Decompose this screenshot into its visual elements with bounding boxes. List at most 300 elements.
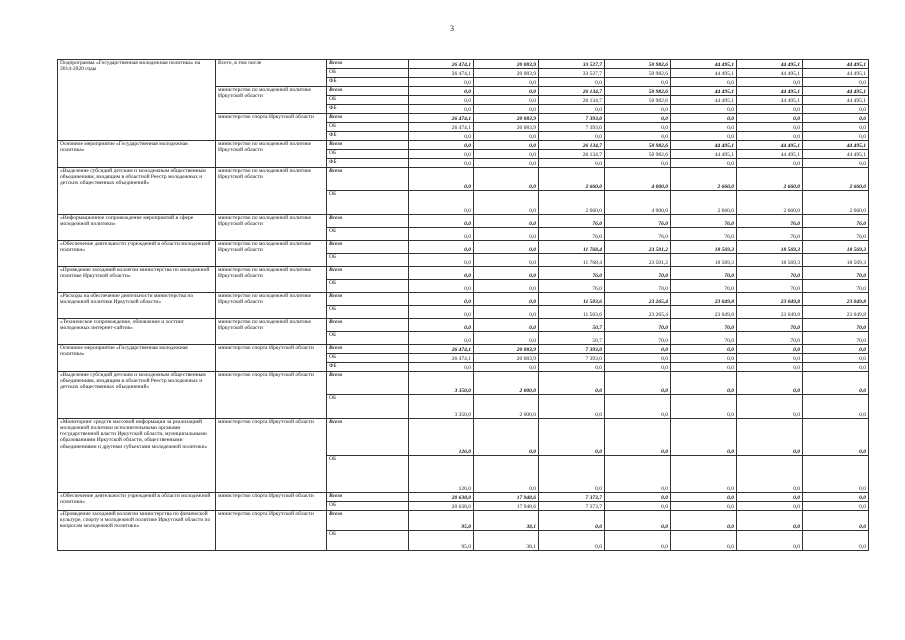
amount-cell: 7 373,7	[539, 502, 605, 511]
activity-name-cell: «Расходы на обеспечение деятельности министерства по молодежной политике Иркутской области»	[58, 293, 216, 319]
page-number: 3	[450, 24, 454, 33]
amount-cell: 50 982,6	[605, 69, 671, 78]
amount-cell: 38,1	[474, 531, 539, 551]
amount-cell: 0,0	[474, 87, 539, 96]
amount-cell: 0,0	[671, 78, 737, 87]
amount-cell: 0,0	[474, 215, 539, 228]
amount-cell: 0,0	[605, 395, 671, 419]
amount-cell: 7 393,0	[539, 114, 605, 123]
amount-cell: 70,0	[671, 267, 737, 280]
responsible-cell: министерство спорта Иркутской области	[216, 345, 327, 372]
amount-cell: 0,0	[474, 168, 539, 191]
amount-cell: 44 495,1	[671, 87, 737, 96]
amount-cell: 23 501,2	[605, 254, 671, 267]
amount-cell: 26 474,1	[409, 354, 474, 363]
amount-cell: 70,0	[737, 280, 803, 293]
funding-source-cell: ОБ	[327, 150, 409, 159]
budget-table	[57, 59, 869, 551]
amount-cell: 50,7	[539, 332, 605, 345]
amount-cell: 44 495,1	[671, 69, 737, 78]
amount-cell: 20 083,9	[474, 354, 539, 363]
amount-cell: 76,0	[605, 228, 671, 241]
amount-cell: 44 495,1	[803, 141, 869, 150]
amount-cell: 20 083,9	[474, 114, 539, 123]
amount-cell: 0,0	[671, 502, 737, 511]
amount-cell: 0,0	[474, 105, 539, 114]
amount-cell: 0,0	[409, 228, 474, 241]
amount-cell: 7 393,0	[539, 345, 605, 354]
amount-cell: 95,0	[409, 511, 474, 531]
table-row	[58, 215, 869, 228]
amount-cell: 23 265,4	[605, 293, 671, 306]
amount-cell: 0,0	[539, 363, 605, 372]
responsible-cell: министерство спорта Иркутской области	[216, 511, 327, 551]
activity-name-cell: Подпрограмма «Государственная молодежная политика» на 2014-2020 годы	[58, 60, 216, 141]
amount-cell: 23 049,8	[803, 293, 869, 306]
amount-cell: 0,0	[803, 363, 869, 372]
amount-cell: 0,0	[803, 456, 869, 493]
amount-cell: 18 569,3	[671, 254, 737, 267]
amount-cell: 26 134,7	[539, 150, 605, 159]
amount-cell: 26 474,1	[409, 123, 474, 132]
amount-cell: 0,0	[539, 159, 605, 168]
table-row	[58, 168, 869, 191]
funding-source-cell: ОБ	[327, 456, 409, 493]
responsible-cell: министерство по молодежной политике Иркутской области	[216, 87, 327, 114]
funding-source-cell: Всего	[327, 215, 409, 228]
amount-cell: 26 474,1	[409, 60, 474, 69]
amount-cell: 0,0	[671, 105, 737, 114]
amount-cell: 23 265,4	[605, 306, 671, 319]
amount-cell: 0,0	[539, 132, 605, 141]
amount-cell: 2 660,0	[737, 191, 803, 215]
amount-cell: 4 000,0	[605, 168, 671, 191]
amount-cell: 0,0	[539, 419, 605, 456]
amount-cell: 0,0	[671, 531, 737, 551]
amount-cell: 26 134,7	[539, 96, 605, 105]
amount-cell: 0,0	[737, 502, 803, 511]
funding-source-cell: ОБ	[327, 395, 409, 419]
funding-source-cell: ОБ	[327, 306, 409, 319]
amount-cell: 2 660,0	[539, 191, 605, 215]
activity-name-cell: «Проведение заседаний коллегии министерства по молодежной политике Иркутской области»	[58, 267, 216, 293]
amount-cell: 0,0	[803, 354, 869, 363]
amount-cell: 7 393,0	[539, 123, 605, 132]
amount-cell: 0,0	[671, 372, 737, 395]
activity-name-cell: «Обеспечение деятельности учреждений в области молодежной политики»	[58, 241, 216, 267]
activity-name-cell: «Проведение заседаний коллегии министерства по физической культуре, спорту и молодежной политике Иркутской области по вопросам молодежной политики»	[58, 511, 216, 551]
amount-cell: 0,0	[737, 345, 803, 354]
amount-cell: 0,0	[409, 141, 474, 150]
amount-cell: 23 049,8	[671, 293, 737, 306]
amount-cell: 0,0	[605, 354, 671, 363]
amount-cell: 0,0	[409, 159, 474, 168]
funding-source-cell: ОБ	[327, 254, 409, 267]
amount-cell: 2 000,0	[474, 372, 539, 395]
responsible-cell: министерство по молодежной политике Иркутской области	[216, 141, 327, 168]
amount-cell: 0,0	[539, 105, 605, 114]
amount-cell: 50 982,6	[605, 141, 671, 150]
amount-cell: 0,0	[474, 306, 539, 319]
amount-cell: 70,0	[737, 319, 803, 332]
activity-name-cell: «Обеспечение деятельности учреждений в области молодежной политики»	[58, 493, 216, 511]
funding-source-cell: ОБ	[327, 123, 409, 132]
amount-cell: 44 495,1	[737, 60, 803, 69]
amount-cell: 70,0	[605, 280, 671, 293]
funding-source-cell: ФБ	[327, 363, 409, 372]
amount-cell: 0,0	[671, 493, 737, 502]
amount-cell: 20 083,9	[474, 60, 539, 69]
amount-cell: 0,0	[409, 105, 474, 114]
amount-cell: 70,0	[803, 332, 869, 345]
table-row	[58, 419, 869, 456]
amount-cell: 0,0	[474, 254, 539, 267]
amount-cell: 70,0	[605, 319, 671, 332]
table-row	[58, 141, 869, 150]
amount-cell: 0,0	[605, 456, 671, 493]
responsible-cell: министерство по молодежной политике Иркутской области	[216, 293, 327, 319]
amount-cell: 0,0	[803, 511, 869, 531]
amount-cell: 0,0	[671, 363, 737, 372]
amount-cell: 0,0	[474, 363, 539, 372]
amount-cell: 2 660,0	[671, 168, 737, 191]
amount-cell: 70,0	[671, 280, 737, 293]
amount-cell: 0,0	[737, 531, 803, 551]
amount-cell: 0,0	[474, 280, 539, 293]
amount-cell: 44 495,1	[803, 60, 869, 69]
funding-source-cell: Всего	[327, 267, 409, 280]
responsible-cell: министерство по молодежной политике Иркутской области	[216, 267, 327, 293]
amount-cell: 26 474,1	[409, 69, 474, 78]
amount-cell: 26 474,1	[409, 345, 474, 354]
responsible-cell: министерство по молодежной политике Иркутской области	[216, 319, 327, 345]
amount-cell: 0,0	[605, 132, 671, 141]
funding-source-cell: ОБ	[327, 332, 409, 345]
amount-cell: 20 083,9	[474, 69, 539, 78]
amount-cell: 0,0	[474, 159, 539, 168]
amount-cell: 0,0	[737, 419, 803, 456]
amount-cell: 0,0	[737, 78, 803, 87]
amount-cell: 0,0	[409, 280, 474, 293]
amount-cell: 11 503,6	[539, 306, 605, 319]
table-row	[58, 345, 869, 354]
funding-source-cell: ОБ	[327, 354, 409, 363]
amount-cell: 76,0	[539, 280, 605, 293]
amount-cell: 0,0	[737, 159, 803, 168]
amount-cell: 44 495,1	[803, 96, 869, 105]
funding-source-cell: Всего	[327, 87, 409, 96]
amount-cell: 18 569,3	[803, 254, 869, 267]
amount-cell: 126,0	[409, 419, 474, 456]
amount-cell: 0,0	[737, 456, 803, 493]
amount-cell: 70,0	[737, 332, 803, 345]
amount-cell: 0,0	[539, 78, 605, 87]
amount-cell: 70,0	[803, 267, 869, 280]
amount-cell: 0,0	[474, 150, 539, 159]
amount-cell: 0,0	[671, 345, 737, 354]
activity-name-cell: «Информационное сопровождение мероприятий в сфере молодежной политики»	[58, 215, 216, 241]
responsible-cell: министерство спорта Иркутской области	[216, 114, 327, 141]
amount-cell: 0,0	[803, 493, 869, 502]
amount-cell: 44 495,1	[671, 96, 737, 105]
table-row	[58, 293, 869, 306]
amount-cell: 0,0	[474, 132, 539, 141]
responsible-cell: Всего, в том числе	[216, 60, 327, 87]
amount-cell: 76,0	[737, 228, 803, 241]
amount-cell: 0,0	[605, 419, 671, 456]
funding-source-cell: Всего	[327, 241, 409, 254]
amount-cell: 0,0	[671, 456, 737, 493]
amount-cell: 50 982,6	[605, 87, 671, 96]
amount-cell: 76,0	[539, 267, 605, 280]
amount-cell: 0,0	[409, 87, 474, 96]
amount-cell: 0,0	[474, 293, 539, 306]
amount-cell: 70,0	[605, 332, 671, 345]
amount-cell: 0,0	[474, 267, 539, 280]
amount-cell: 0,0	[605, 345, 671, 354]
activity-name-cell: «Выделение субсидий детским и молодежным общественным объединениям, входящим в областной Реестр молодежных и детских общественных объединений»	[58, 168, 216, 215]
amount-cell: 0,0	[671, 419, 737, 456]
amount-cell: 76,0	[539, 215, 605, 228]
amount-cell: 0,0	[605, 511, 671, 531]
amount-cell: 44 495,1	[671, 141, 737, 150]
amount-cell: 7 373,7	[539, 493, 605, 502]
funding-source-cell: ОБ	[327, 502, 409, 511]
amount-cell: 2 660,0	[737, 168, 803, 191]
amount-cell: 76,0	[671, 215, 737, 228]
amount-cell: 0,0	[409, 132, 474, 141]
amount-cell: 44 495,1	[803, 87, 869, 96]
amount-cell: 0,0	[605, 531, 671, 551]
amount-cell: 0,0	[803, 345, 869, 354]
funding-source-cell: Всего	[327, 168, 409, 191]
table-row	[58, 267, 869, 280]
activity-name-cell: «Выделение субсидий детским и молодежным общественным объединениям, входящим в областной Реестр молодежных и детских общественных объединений»	[58, 372, 216, 419]
amount-cell: 44 495,1	[737, 87, 803, 96]
amount-cell: 0,0	[474, 78, 539, 87]
amount-cell: 44 495,1	[671, 60, 737, 69]
amount-cell: 70,0	[803, 319, 869, 332]
amount-cell: 0,0	[474, 191, 539, 215]
responsible-cell: министерство спорта Иркутской области	[216, 372, 327, 419]
responsible-cell: министерство по молодежной политике Иркутской области	[216, 241, 327, 267]
amount-cell: 23 049,8	[737, 306, 803, 319]
amount-cell: 0,0	[803, 372, 869, 395]
amount-cell: 76,0	[803, 215, 869, 228]
amount-cell: 0,0	[539, 395, 605, 419]
responsible-cell: министерство спорта Иркутской области	[216, 493, 327, 511]
amount-cell: 0,0	[474, 319, 539, 332]
amount-cell: 26 134,7	[539, 141, 605, 150]
amount-cell: 44 495,1	[737, 150, 803, 159]
amount-cell: 0,0	[605, 502, 671, 511]
amount-cell: 0,0	[803, 159, 869, 168]
activity-name-cell: Основное мероприятие «Государственная молодежная политика»	[58, 345, 216, 372]
amount-cell: 7 393,0	[539, 354, 605, 363]
amount-cell: 0,0	[409, 267, 474, 280]
amount-cell: 95,0	[409, 531, 474, 551]
amount-cell: 0,0	[605, 159, 671, 168]
funding-source-cell: Всего	[327, 419, 409, 456]
amount-cell: 44 495,1	[803, 150, 869, 159]
amount-cell: 20 638,0	[409, 493, 474, 502]
amount-cell: 0,0	[737, 395, 803, 419]
amount-cell: 0,0	[409, 215, 474, 228]
amount-cell: 50 982,6	[605, 60, 671, 69]
amount-cell: 0,0	[803, 395, 869, 419]
amount-cell: 4 000,0	[605, 191, 671, 215]
funding-source-cell: ОБ	[327, 280, 409, 293]
amount-cell: 0,0	[409, 168, 474, 191]
amount-cell: 0,0	[539, 372, 605, 395]
amount-cell: 0,0	[737, 511, 803, 531]
amount-cell: 0,0	[737, 363, 803, 372]
funding-source-cell: Всего	[327, 372, 409, 395]
amount-cell: 3 350,0	[409, 372, 474, 395]
amount-cell: 0,0	[409, 78, 474, 87]
amount-cell: 0,0	[409, 241, 474, 254]
amount-cell: 0,0	[803, 123, 869, 132]
amount-cell: 126,0	[409, 456, 474, 493]
responsible-cell: министерство по молодежной политике Иркутской области	[216, 215, 327, 241]
funding-source-cell: ОБ	[327, 191, 409, 215]
amount-cell: 0,0	[474, 456, 539, 493]
amount-cell: 26 134,7	[539, 87, 605, 96]
amount-cell: 70,0	[671, 332, 737, 345]
amount-cell: 0,0	[474, 141, 539, 150]
activity-name-cell: «Мониторинг средств массовой информации за реализацией молодежной политики исполнительными органами государственной власти Иркутской области, муниципальными образованиями Иркутской области, общественными объединениями и другими субъектами молодежной политики»	[58, 419, 216, 493]
amount-cell: 76,0	[605, 215, 671, 228]
funding-source-cell: Всего	[327, 493, 409, 502]
amount-cell: 18 569,3	[803, 241, 869, 254]
amount-cell: 11 768,4	[539, 241, 605, 254]
funding-source-cell: ОБ	[327, 228, 409, 241]
funding-source-cell: Всего	[327, 293, 409, 306]
amount-cell: 2 660,0	[803, 168, 869, 191]
funding-source-cell: Всего	[327, 319, 409, 332]
table-row	[58, 319, 869, 332]
amount-cell: 70,0	[803, 280, 869, 293]
amount-cell: 33 527,7	[539, 69, 605, 78]
amount-cell: 0,0	[605, 114, 671, 123]
amount-cell: 17 948,6	[474, 502, 539, 511]
funding-source-cell: Всего	[327, 511, 409, 531]
amount-cell: 0,0	[671, 159, 737, 168]
amount-cell: 20 083,9	[474, 123, 539, 132]
responsible-cell: министерство по молодежной политике Иркутской области	[216, 168, 327, 215]
activity-name-cell: Основное мероприятие «Государственная молодежная политика»	[58, 141, 216, 168]
amount-cell: 20 083,9	[474, 345, 539, 354]
amount-cell: 0,0	[671, 395, 737, 419]
amount-cell: 44 495,1	[671, 150, 737, 159]
amount-cell: 18 569,3	[737, 254, 803, 267]
amount-cell: 2 660,0	[671, 191, 737, 215]
amount-cell: 0,0	[803, 105, 869, 114]
amount-cell: 0,0	[671, 354, 737, 363]
amount-cell: 0,0	[474, 419, 539, 456]
amount-cell: 44 495,1	[737, 96, 803, 105]
responsible-cell: министерство спорта Иркутской области	[216, 419, 327, 493]
amount-cell: 0,0	[737, 114, 803, 123]
amount-cell: 2 660,0	[539, 168, 605, 191]
amount-cell: 23 049,8	[737, 293, 803, 306]
amount-cell: 0,0	[409, 191, 474, 215]
amount-cell: 0,0	[605, 105, 671, 114]
amount-cell: 3 350,0	[409, 395, 474, 419]
amount-cell: 26 474,1	[409, 114, 474, 123]
amount-cell: 2 000,0	[474, 395, 539, 419]
funding-source-cell: ОБ	[327, 531, 409, 551]
amount-cell: 0,0	[409, 150, 474, 159]
amount-cell: 0,0	[409, 254, 474, 267]
amount-cell: 0,0	[539, 531, 605, 551]
amount-cell: 0,0	[671, 114, 737, 123]
amount-cell: 0,0	[803, 419, 869, 456]
amount-cell: 76,0	[803, 228, 869, 241]
amount-cell: 0,0	[409, 332, 474, 345]
amount-cell: 0,0	[409, 363, 474, 372]
amount-cell: 0,0	[409, 96, 474, 105]
amount-cell: 50,7	[539, 319, 605, 332]
amount-cell: 33 527,7	[539, 60, 605, 69]
amount-cell: 0,0	[803, 502, 869, 511]
amount-cell: 11 768,4	[539, 254, 605, 267]
amount-cell: 0,0	[737, 132, 803, 141]
funding-source-cell: ОБ	[327, 96, 409, 105]
funding-source-cell: Всего	[327, 345, 409, 354]
funding-source-cell: ФБ	[327, 132, 409, 141]
amount-cell: 0,0	[605, 78, 671, 87]
amount-cell: 76,0	[539, 228, 605, 241]
table-row	[58, 60, 869, 69]
amount-cell: 11 503,6	[539, 293, 605, 306]
amount-cell: 0,0	[605, 123, 671, 132]
table-row	[58, 511, 869, 531]
activity-name-cell: «Техническое сопровождение, обновление и хостинг молодежных интернет-сайтов»	[58, 319, 216, 345]
amount-cell: 0,0	[474, 228, 539, 241]
funding-source-cell: ФБ	[327, 105, 409, 114]
amount-cell: 23 501,2	[605, 241, 671, 254]
amount-cell: 0,0	[671, 123, 737, 132]
amount-cell: 0,0	[605, 372, 671, 395]
amount-cell: 76,0	[737, 215, 803, 228]
table-row	[58, 493, 869, 502]
table-row	[58, 372, 869, 395]
amount-cell: 20 638,0	[409, 502, 474, 511]
amount-cell: 0,0	[737, 372, 803, 395]
amount-cell: 44 495,1	[737, 141, 803, 150]
amount-cell: 0,0	[737, 354, 803, 363]
amount-cell: 0,0	[474, 332, 539, 345]
funding-source-cell: Всего	[327, 60, 409, 69]
amount-cell: 23 049,8	[671, 306, 737, 319]
amount-cell: 0,0	[605, 363, 671, 372]
amount-cell: 0,0	[474, 241, 539, 254]
amount-cell: 44 495,1	[737, 69, 803, 78]
amount-cell: 70,0	[671, 319, 737, 332]
funding-source-cell: ФБ	[327, 159, 409, 168]
amount-cell: 0,0	[605, 493, 671, 502]
amount-cell: 0,0	[737, 105, 803, 114]
amount-cell: 23 049,8	[803, 306, 869, 319]
amount-cell: 70,0	[737, 267, 803, 280]
amount-cell: 0,0	[539, 456, 605, 493]
amount-cell: 0,0	[803, 78, 869, 87]
amount-cell: 0,0	[539, 511, 605, 531]
amount-cell: 0,0	[671, 511, 737, 531]
amount-cell: 0,0	[803, 114, 869, 123]
amount-cell: 0,0	[671, 132, 737, 141]
